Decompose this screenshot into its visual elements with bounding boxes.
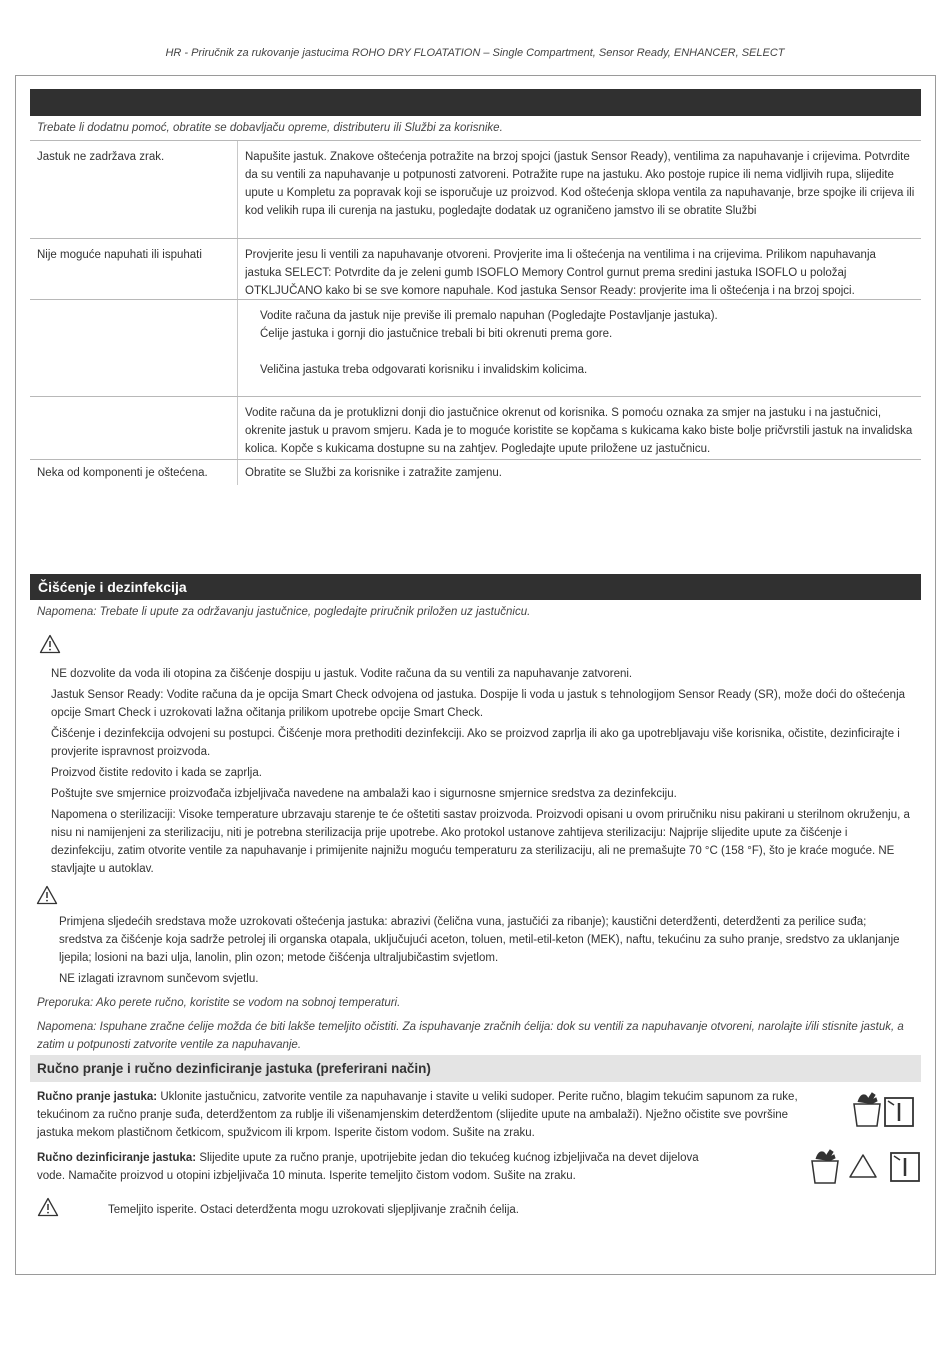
warning-item: NE izlagati izravnom sunčevom svjetlu. (59, 973, 259, 985)
cleaning-note: Napomena: Trebate li upute za održavanju jastučnice, pogledajte priručnik priložen uz jastučnicu. (37, 606, 531, 618)
document-header: HR - Priručnik za rukovanje jastucima ROHO DRY FLOATATION – Single Compartment, Sensor Ready, ENHANCER, SELECT (165, 47, 785, 59)
disinfect-label: Ručno dezinficiranje jastuka: (37, 1152, 197, 1164)
table-row (30, 141, 921, 238)
solution-line: Vodite računa da jastuk nije previše ili premalo napuhan (Pogledajte Postavljanje jastuka). (260, 310, 718, 322)
dry-flat-icon (884, 1097, 914, 1132)
warning-item: NE dozvolite da voda ili otopina za čišćenje dospiju u jastuk. Vodite računa da su ventili za napuhavanje zatvoreni. (51, 668, 633, 680)
warning-item: Čišćenje i dezinfekcija odvojeni su postupci. Čišćenje mora prethoditi dezinfekciji. Ako se proizvod zaprlja ili ako ga upotrebljavaju više korisnika, očistite, dezinficirajte i provjerite ispravnost proizvoda. (51, 728, 900, 758)
troubleshooting-intro: Trebate li dodatnu pomoć, obratite se dobavljaču opreme, distributeru ili Službi za korisnike. (37, 122, 503, 134)
solution-cell: Obratite se Službi za korisnike i zatražite zamjenu. (245, 467, 502, 479)
solution-cell (260, 307, 930, 393)
warning-item: Jastuk Sensor Ready: Vodite računa da je opcija Smart Check odvojena od jastuka. Dospije li voda u jastuk s tehnologijom Sensor Ready (SR), može doći do oštećenja opcije Smart Check i uzrokovati lažna očitanja prilikom upotrebe opcije Smart Check. (51, 689, 906, 719)
warning-item: Poštujte sve smjernice proizvođača izbjeljivača navedene na ambalaži kao i sigurnosne smjernice sredstva za dezinfekciju. (51, 788, 677, 800)
disinfect-text: Slijedite upute za ručno pranje, upotrijebite jedan dio tekućeg kućnog izbjeljivača na devet dijelova vode. Namačite proizvod u otopini izbjeljivača 10 minuta. Isperite temeljito čistom vodom. Sušite na zraku. (37, 1152, 699, 1182)
rinse-warning: Temeljito isperite. Ostaci deterdženta mogu uzrokovati sljepljivanje zračnih ćelija. (108, 1204, 519, 1216)
deflate-note: Napomena: Ispuhane zračne ćelije možda će biti lakše temeljito očistiti. Za ispuhavanje zračnih ćelija: dok su ventili za napuhavanje otvoreni, narolajte i/ili stisnite jastuk, a zatim u potpunosti zatvorite ventile za napuhavanje. (37, 1021, 904, 1051)
disinfect-paragraph (37, 1149, 717, 1185)
handwash-paragraph (37, 1088, 812, 1142)
hand-wash-icon (852, 1090, 882, 1133)
problem-cell: Neka od komponenti je oštećena. (37, 467, 208, 479)
solution-line: Ćelije jastuka i gornji dio jastučnice trebali bi biti okrenuti prema gore. (260, 328, 613, 340)
dry-flat-icon (890, 1152, 920, 1187)
table-row (30, 397, 921, 459)
hand-wash-icon (810, 1145, 840, 1190)
warning-item: Primjena sljedećih sredstava može uzrokovati oštećenja jastuka: abrazivi (čelična vuna, jastučići za ribanje); kaustični deterdženti, deterdženti za perilice suđa; sredstva za čišćenje koja sadrže petrolej ili organska otapala, uključujući aceton, toluen, metil-etil-keton (MEK), naftu, tekućinu za suho pranje, sredstvo za uklanjanje ljepila; losioni na bazi ulja, lanolin, plin ozon; metode čišćenja ultraljubičastim svjetlom. (59, 916, 900, 964)
problem-cell: Jastuk ne zadržava zrak. (37, 151, 165, 163)
section-title: Čišćenje i dezinfekcija (30, 574, 921, 600)
warning-icon (39, 634, 61, 654)
warning-list (51, 665, 911, 881)
warning-item: Proizvod čistite redovito i kada se zaprlja. (51, 767, 262, 779)
warning-icon (36, 885, 58, 905)
warning-item: Napomena o sterilizaciji: Visoke temperature ubrzavaju starenje te će oštetiti sastav proizvoda. Proizvodi opisani u ovom priručniku nisu pakirani u sterilnom okruženju, a nisu ni namijenjeni za sterilizaciju, niti je potrebna sterilizacija prije upotrebe. Ako protokol ustanove zahtijeva sterilizaciju: Najprije slijedite upute za čišćenje i dezinfekciju, zatim otvorite ventile za napuhavanje i primijenite najnižu moguću temperaturu za sterilizaciju, ali ne premašujte 70 °C (158 °F), što je kraće moguće. NE stavljajte u autoklav. (51, 809, 910, 875)
bleach-allowed-icon (848, 1153, 878, 1184)
solution-line: Veličina jastuka treba odgovarati korisniku i invalidskim kolicima. (260, 364, 588, 376)
handwash-label: Ručno pranje jastuka: (37, 1091, 158, 1103)
solution-cell: Napušite jastuk. Znakove oštećenja potražite na brzoj spojci (jastuk Sensor Ready), ventilima za napuhavanje i crijevima. Potvrdite da su ventili za napuhavanje u potpunosti zatvoreni. Potražite rupe na jastuku. Ako postoje rupice ili nema vidljivih rupa, slijedite upute u Kompletu za popravak koji se isporučuje uz proizvod. Kod oštećenja sklopa ventila za napuhavanje, brze spojke ili crijeva ili kod velikih rupa ili curenja na jastuku, pogledajte dodatak uz ograničeno jamstvo ili se obratite Službi (245, 151, 915, 217)
problem-cell: Nije moguće napuhati ili ispuhati (37, 249, 202, 261)
table-row (30, 239, 921, 299)
solution-cell: Vodite računa da je protuklizni donji dio jastučnice okrenut od korisnika. S pomoću oznaka za smjer na jastuku i na jastučnici, okrenite jastuk u pravom smjeru. Kada je to moguće koristite se kopčama s kukicama kako biste bolje pričvrstili jastuk na invalidska kolica. Kopče s kukicama dostupne su na zahtjev. Pogledajte upute priložene uz jastučnicu. (245, 407, 913, 455)
subsection-title: Ručno pranje i ručno dezinficiranje jastuka (preferirani način) (30, 1055, 921, 1082)
recommendation: Preporuka: Ako perete ručno, koristite se vodom na sobnoj temperaturi. (37, 997, 401, 1009)
troubleshooting-header-bar (30, 89, 921, 116)
table-row (30, 460, 921, 485)
table-row (30, 300, 921, 396)
solution-cell: Provjerite jesu li ventili za napuhavanje otvoreni. Provjerite ima li oštećenja na ventilima i na crijevima. Prilikom napuhavanja jastuka SELECT: Potvrdite da je zeleni gumb ISOFLO Memory Control gurnut prema sredini jastuka ISOFLO u položaj OTKLJUČANO kako bi se sve komore napuhale. Kod jastuka Sensor Ready: provjerite ima li oštećenja i na brzoj spojci. (245, 249, 876, 296)
warning-list (59, 913, 911, 991)
handwash-text: Uklonite jastučnicu, zatvorite ventile za napuhavanje i stavite u veliki sudoper. Perite ručno, blagim tekućim sapunom za ruke, tekućinom za ručno pranje suđa, deterdžentom za rublje ili višenamjenskim deterdžentom (slijedite upute na ambalaži). Nježno očistite sve površine jastuka mekom plastičnom četkicom, spužvicom ili krpom. Isperite čistom vodom. Sušite na zraku. (37, 1091, 798, 1139)
warning-icon (37, 1197, 59, 1217)
